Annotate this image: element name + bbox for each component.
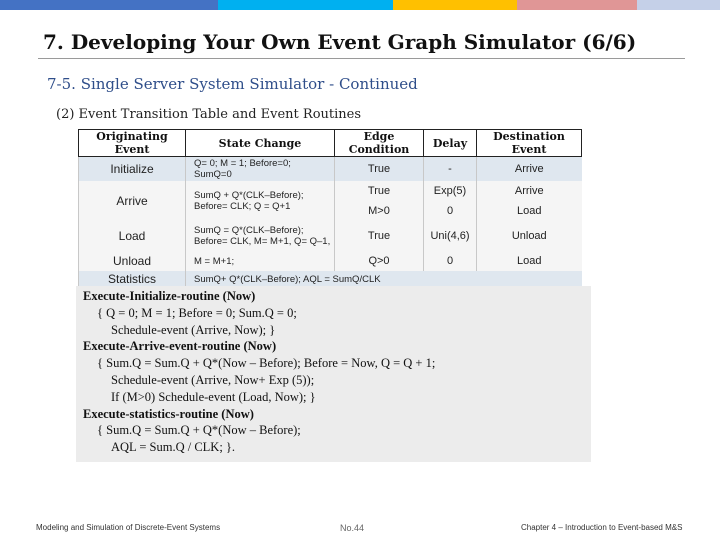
edge-condition-cell: True [335,221,424,251]
routine-heading: Execute-Arrive-event-routine (Now) [83,339,277,354]
header-delay: Delay [424,130,477,157]
code-line: { Sum.Q = Sum.Q + Q*(Now – Before); [97,423,301,438]
originating-event-cell: Unload [79,251,186,271]
header-state-change: State Change [186,130,335,157]
header-destination-event: Destination Event [477,130,582,157]
slide-title: 7. Developing Your Own Event Graph Simulator (6/6) [43,30,637,54]
top-bar-segment [218,0,393,10]
header-originating-event: Originating Event [79,130,186,157]
event-routines-code-block [76,286,591,462]
edge-condition-cell: M>0 [335,201,424,221]
table-header-row [79,130,582,157]
code-line: Schedule-event (Arrive, Now+ Exp (5)); [111,372,315,387]
delay-cell: 0 [424,251,477,271]
state-change-line: SumQ + Q*(CLK–Before); [194,190,304,201]
destination-event-cell: Load [477,201,582,221]
footer-right: Chapter 4 – Introduction to Event-based M&S [521,523,683,532]
top-color-bar [0,0,720,10]
originating-event-cell: Initialize [79,157,186,182]
code-line: AQL = Sum.Q / CLK; }. [111,440,236,455]
state-change-cell [186,181,335,221]
table-row [79,157,582,182]
destination-event-cell: Load [477,251,582,271]
state-change-line: Before= CLK; Q = Q+1 [194,201,291,212]
table-row [79,271,582,287]
routine-heading: Execute-Initialize-routine (Now) [83,289,256,303]
slide-subtitle: 7-5. Single Server System Simulator - Continued [47,75,418,93]
top-bar-segment [0,0,218,10]
code-line: Schedule-event (Arrive, Now); } [111,322,276,337]
delay-cell: Exp(5) [424,181,477,201]
originating-event-cell: Arrive [79,181,186,221]
state-change-cell [186,221,335,251]
footer-left: Modeling and Simulation of Discrete-Event Systems [36,523,221,532]
edge-condition-cell: True [335,157,424,182]
originating-event-cell: Statistics [79,271,186,287]
footer-page-number: No.44 [340,523,365,533]
delay-cell: - [424,157,477,182]
destination-event-cell: Arrive [477,181,582,201]
top-bar-segment [637,0,720,10]
state-change-cell: Q= 0; M = 1; Before=0; SumQ=0 [186,157,335,182]
table-row [79,181,582,201]
top-bar-segment [393,0,517,10]
table-row [79,221,582,251]
state-change-cell: SumQ+ Q*(CLK–Before); AQL = SumQ/CLK [186,271,582,287]
edge-condition-cell: True [335,181,424,201]
state-change-line: SumQ = Q*(CLK–Before); [194,225,304,236]
code-line: { Sum.Q = Sum.Q + Q*(Now – Before); Before = Now, Q = Q + 1; [97,356,436,371]
routine-heading: Execute-statistics-routine (Now) [83,406,254,421]
delay-cell: 0 [424,201,477,221]
delay-cell: Uni(4,6) [424,221,477,251]
state-change-line: Before= CLK, M= M+1, Q= Q–1, [194,236,331,247]
section-heading: (2) Event Transition Table and Event Routines [56,107,362,122]
destination-event-cell: Unload [477,221,582,251]
table-row [79,251,582,271]
top-bar-segment [517,0,637,10]
state-change-cell: M = M+1; [186,251,335,271]
edge-condition-cell: Q>0 [335,251,424,271]
event-transition-table [78,129,582,287]
destination-event-cell: Arrive [477,157,582,182]
code-line: If (M>0) Schedule-event (Load, Now); } [111,389,316,404]
title-divider [38,58,685,59]
header-edge-condition: Edge Condition [335,130,424,157]
originating-event-cell: Load [79,221,186,251]
code-line: { Q = 0; M = 1; Before = 0; Sum.Q = 0; [97,305,297,320]
